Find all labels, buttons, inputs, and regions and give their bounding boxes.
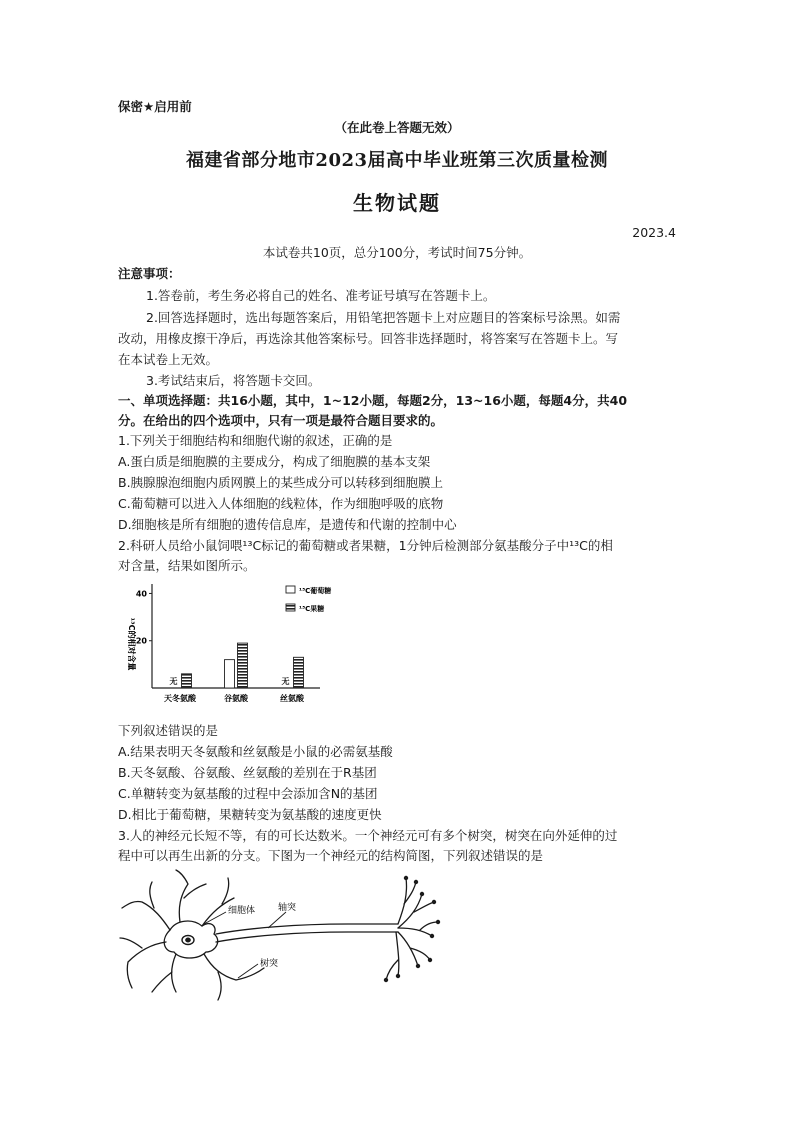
dendrite-branch (122, 882, 170, 930)
question-1-option-d: D.细胞核是所有细胞的遗传信息库，是遗传和代谢的控制中心 (118, 517, 457, 532)
none-annotation: 无 (169, 677, 178, 686)
axon-terminal (386, 932, 399, 980)
y-axis-label: ¹³C的相对含量 (127, 617, 136, 671)
instruction-item-3: 3.考试结束后，将答题卡交回。 (146, 373, 321, 388)
cell-body-outline (164, 921, 217, 958)
bar-fructose (294, 657, 304, 688)
instructions-heading: 注意事项： (118, 266, 181, 281)
question-3-stem: 3.人的神经元长短不等，有的可长达数米。一个神经元可有多个树突，树突在向外延伸的过 (118, 828, 618, 843)
confidential-label: 保密★启用前 (118, 99, 192, 114)
axon-label: 轴突 (278, 903, 297, 913)
question-1-option-b: B.胰腺腺泡细胞内质网膜上的某些成分可以转移到细胞膜上 (118, 475, 444, 490)
section-heading: 一、单项选择题：共16小题，其中，1~12小题，每题2分，13~16小题，每题4分，共40 (118, 393, 628, 408)
axon-terminal (398, 894, 434, 928)
x-category-label: 谷氨酸 (224, 694, 248, 703)
x-category-label: 丝氨酸 (280, 694, 304, 703)
question-2-stem: 2.科研人员给小鼠饲喂¹³C标记的葡萄糖或者果糖，1分钟后检测部分氨基酸分子中¹³C的相 (118, 538, 613, 553)
legend-swatch (286, 604, 295, 611)
question-2-option-b: B.天冬氨酸、谷氨酸、丝氨酸的差别在于R基团 (118, 765, 377, 780)
question-3-stem-cont: 程中可以再生出新的分支。下图为一个神经元的结构简图，下列叙述错误的是 (118, 848, 544, 863)
question-2-prompt: 下列叙述错误的是 (118, 723, 219, 738)
bar-glucose (225, 660, 235, 688)
legend-swatch (286, 586, 295, 593)
neuron-diagram (118, 868, 444, 1008)
dendrite-branch (152, 954, 176, 992)
dendrite-branch (202, 878, 234, 926)
y-tick-label: 20 (135, 636, 147, 646)
dendrite-label: 树突 (260, 959, 279, 969)
exam-date: 2023.4 (632, 225, 676, 240)
exam-title: 福建省部分地市2023届高中毕业班第三次质量检测 (185, 150, 609, 171)
answer-notice: （在此卷上答题无效） (334, 120, 460, 135)
neuron-svg (118, 868, 444, 1008)
dendrite-branch (120, 938, 166, 988)
subject-title: 生物试题 (353, 191, 441, 215)
exam-intro: 本试卷共10页，总分100分，考试时间75分钟。 (262, 245, 532, 260)
question-2-stem-cont: 对含量，结果如图所示。 (118, 558, 256, 573)
bar-fructose (238, 643, 248, 688)
instruction-item-2: 2.回答选择题时，选出每题答案后，用铅笔把答题卡上对应题目的答案标号涂黑。如需 (146, 310, 621, 325)
question-2-option-a: A.结果表明天冬氨酸和丝氨酸是小鼠的必需氨基酸 (118, 744, 393, 759)
axon (216, 932, 398, 942)
cell-body-label: 细胞体 (228, 906, 256, 916)
dendrite-branch (176, 870, 206, 922)
legend-label: ¹³C葡萄糖 (299, 587, 332, 595)
instruction-item-1: 1.答卷前，考生务必将自己的姓名、准考证号填写在答题卡上。 (146, 288, 496, 303)
bar-fructose (182, 674, 192, 688)
legend-label: ¹³C果糖 (299, 605, 325, 613)
question-2-option-c: C.单糖转变为氨基酸的过程中会添加含N的基团 (118, 786, 378, 801)
chart-svg (116, 578, 332, 714)
x-category-label: 天冬氨酸 (164, 694, 196, 703)
none-annotation: 无 (281, 677, 290, 686)
question-1-option-c: C.葡萄糖可以进入人体细胞的线粒体，作为细胞呼吸的底物 (118, 496, 444, 511)
y-tick-label: 40 (135, 589, 147, 599)
axon-terminal (398, 878, 416, 924)
question-2-option-d: D.相比于葡萄糖，果糖转变为氨基酸的速度更快 (118, 807, 382, 822)
instruction-item-2-cont: 在本试卷上无效。 (118, 352, 219, 367)
amino-acid-chart (116, 578, 332, 714)
dendrite-branch (204, 954, 264, 1000)
question-1-stem: 1.下列关于细胞结构和细胞代谢的叙述，正确的是 (118, 433, 393, 448)
axon-terminal (398, 932, 430, 966)
question-1-option-a: A.蛋白质是细胞膜的主要成分，构成了细胞膜的基本支架 (118, 454, 431, 469)
instruction-item-2-cont: 改动，用橡皮擦干净后，再选涂其他答案标号。回答非选择题时，将答案写在答题卡上。写 (118, 331, 619, 346)
section-heading-cont: 分。在给出的四个选项中，只有一项是最符合题目要求的。 (118, 413, 444, 428)
